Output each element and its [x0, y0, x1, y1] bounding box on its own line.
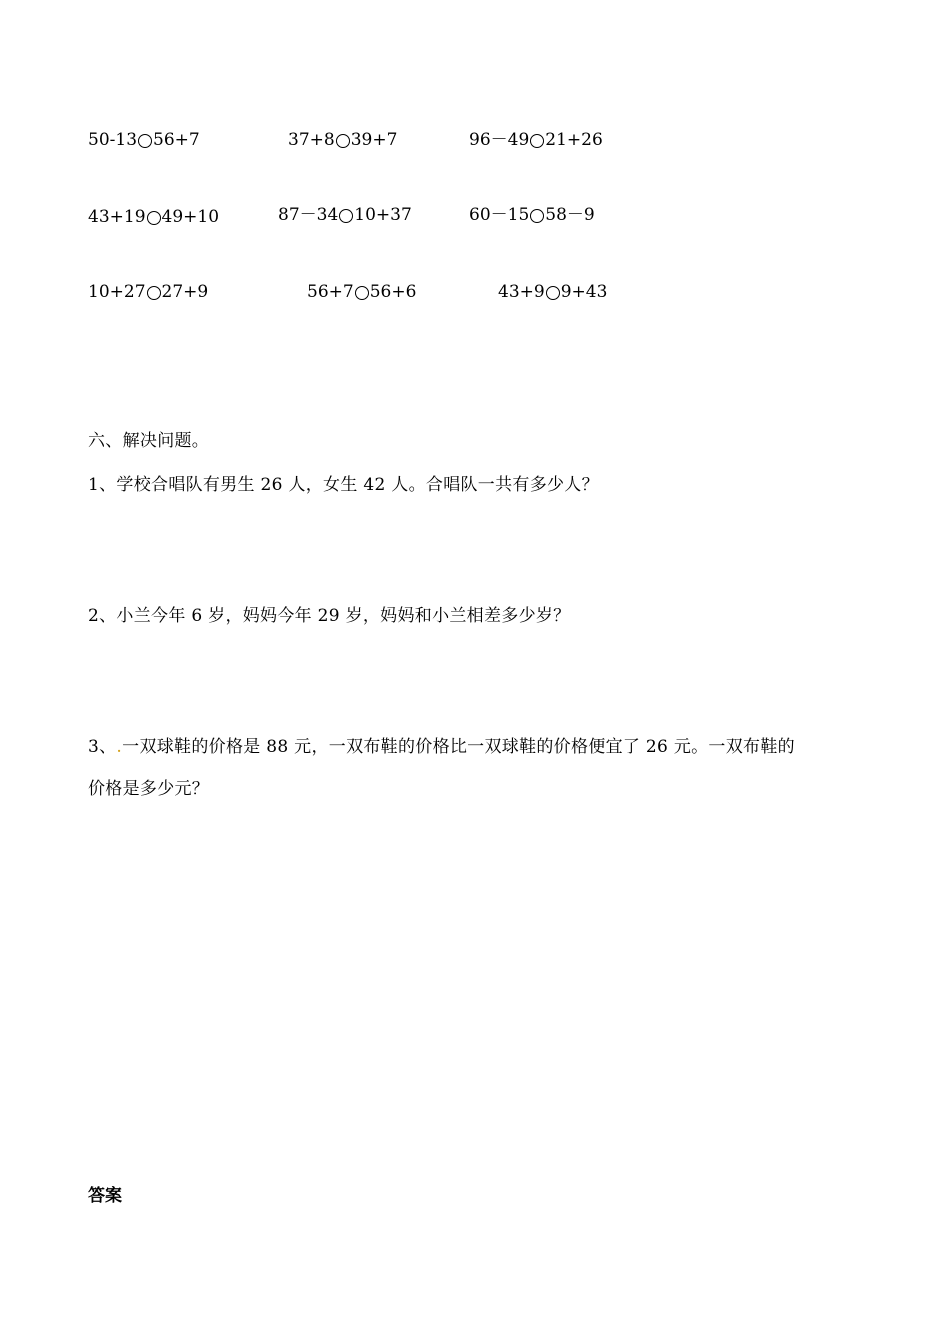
compare-circle[interactable] — [546, 286, 560, 300]
expr-left: 43+9 — [498, 282, 545, 302]
section-title: 六、解决问题。 — [88, 431, 210, 451]
expr-right: 58－9 — [545, 205, 595, 225]
compare-circle[interactable] — [530, 134, 544, 148]
compare-circle[interactable] — [336, 134, 350, 148]
expr-right: 49+10 — [161, 207, 220, 227]
expr-right: 10+37 — [354, 205, 412, 225]
comparison-7 — [88, 282, 208, 302]
compare-circle[interactable] — [147, 211, 161, 225]
compare-circle[interactable] — [138, 134, 152, 148]
expr-left: 87－34 — [278, 205, 339, 225]
question-3-line-2: 价格是多少元？ — [88, 779, 210, 799]
expr-left: 56+7 — [307, 282, 354, 302]
expr-right: 9+43 — [560, 282, 608, 302]
comparison-3 — [469, 130, 603, 150]
expr-right: 27+9 — [161, 282, 209, 302]
question-3-number: 3、 — [88, 737, 117, 757]
question-3-line-1 — [88, 736, 795, 758]
comparison-9 — [498, 282, 607, 302]
comparison-4 — [88, 207, 219, 227]
question-2: 2、小兰今年 6 岁，妈妈今年 29 岁，妈妈和小兰相差多少岁？ — [88, 606, 571, 626]
compare-circle[interactable] — [339, 209, 353, 223]
question-1: 1、学校合唱队有男生 26 人，女生 42 人。合唱队一共有多少人？ — [88, 475, 599, 495]
expr-left: 60－15 — [469, 205, 530, 225]
comparison-5 — [278, 205, 412, 225]
expr-right: 39+7 — [350, 130, 398, 150]
comparison-8 — [307, 282, 416, 302]
compare-circle[interactable] — [147, 286, 161, 300]
question-3-text-b: 价格比一双球鞋的价格便宜了 26 元。一双布鞋的 — [415, 737, 795, 757]
expr-left: 43+19 — [88, 207, 146, 227]
expr-left: 50-13 — [88, 130, 138, 150]
comparison-6 — [469, 205, 595, 225]
comparison-2 — [288, 130, 397, 150]
question-3-text-a: 一双球鞋的价格是 88 元，一双布鞋的 — [122, 737, 416, 757]
compare-circle[interactable] — [355, 286, 369, 300]
expr-right: 21+26 — [545, 130, 603, 150]
expr-left: 10+27 — [88, 282, 146, 302]
compare-circle[interactable] — [530, 209, 544, 223]
expr-right: 56+7 — [153, 130, 200, 150]
comparison-1 — [88, 130, 200, 150]
expr-right: 56+6 — [369, 282, 417, 302]
answer-heading: 答案 — [88, 1186, 122, 1206]
edit-mark: . — [116, 737, 123, 757]
expr-left: 37+8 — [288, 130, 335, 150]
expr-left: 96－49 — [469, 130, 530, 150]
